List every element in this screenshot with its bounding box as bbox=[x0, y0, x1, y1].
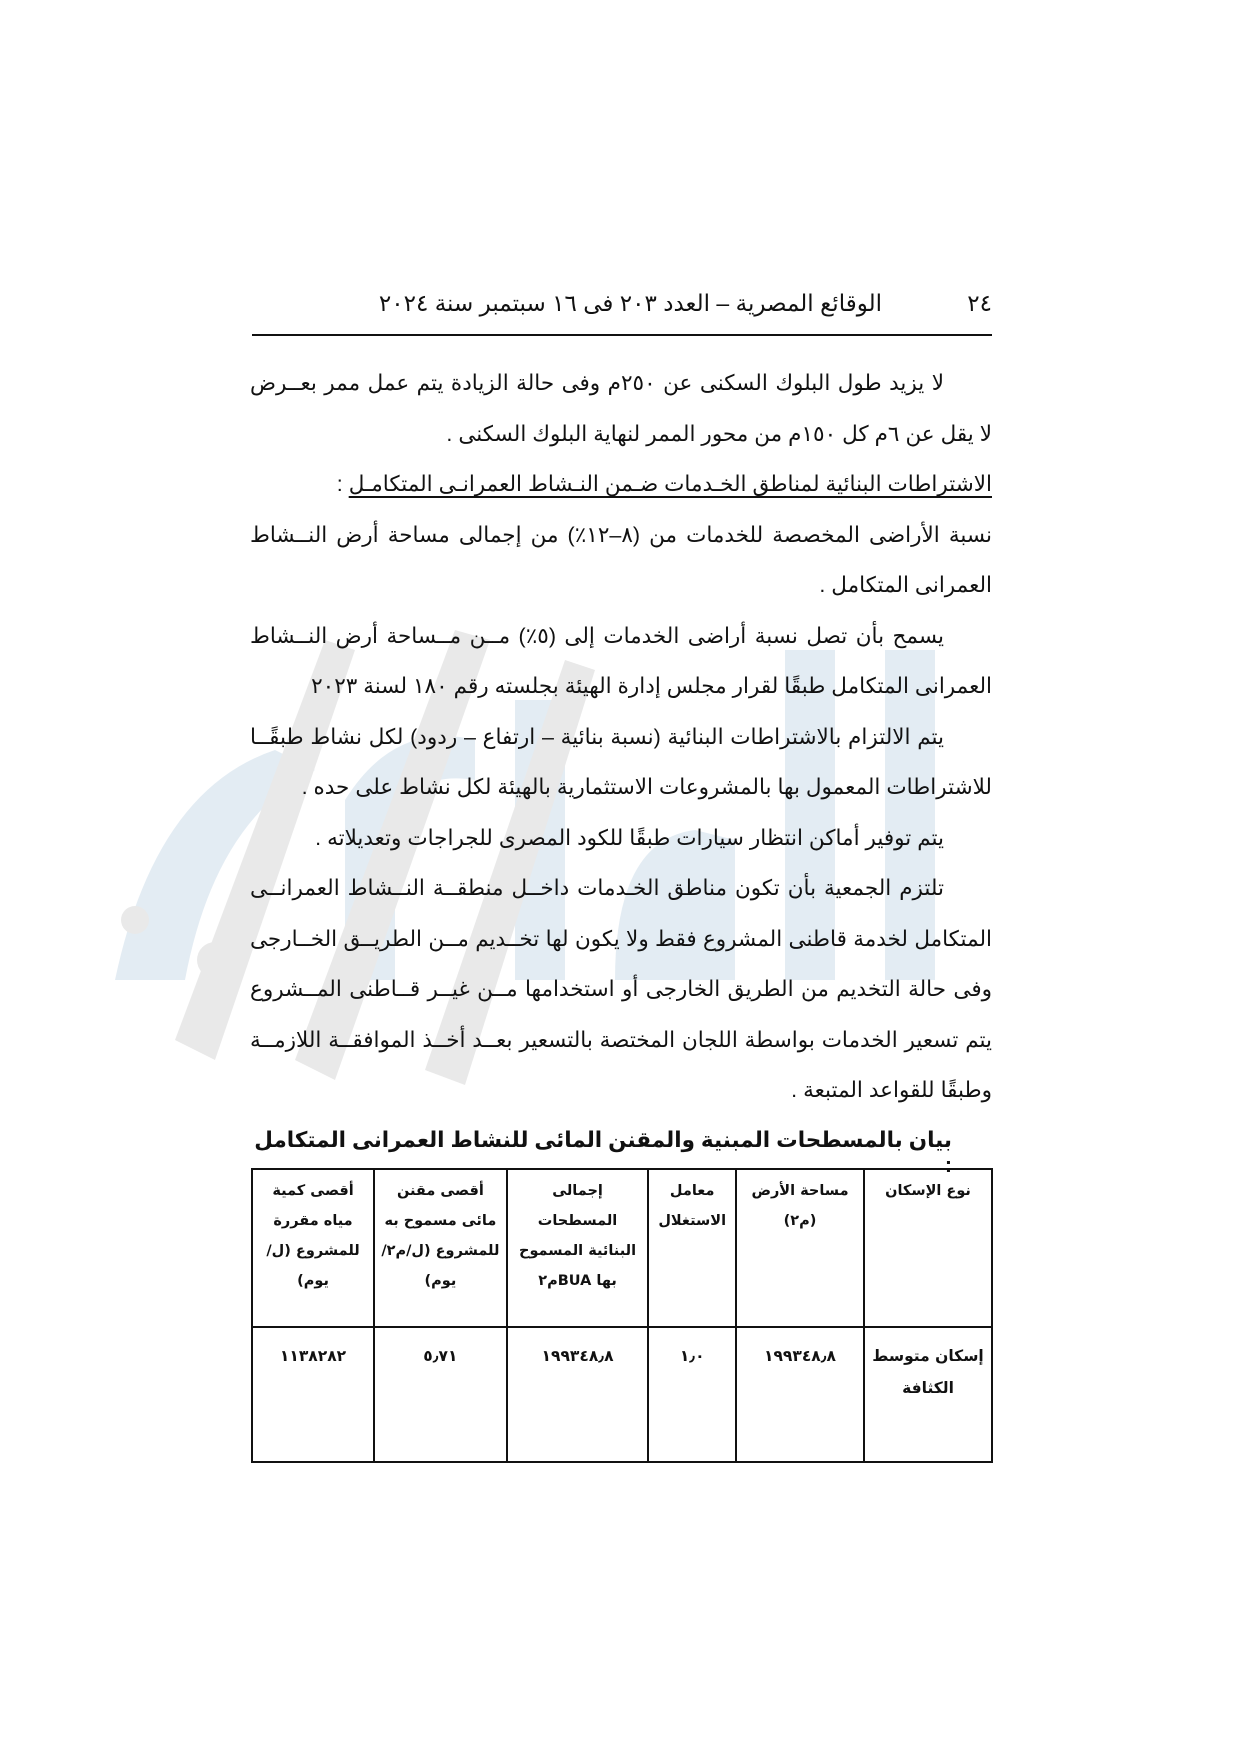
section-heading-text: الاشتراطات البنائية لمناطق الخـدمات ضـمن النـشاط العمرانـى المتكامـل bbox=[348, 472, 992, 496]
section-heading-colon: : bbox=[336, 472, 349, 496]
body-text bbox=[250, 358, 992, 1116]
cell-utilization-factor: ١٫٠ bbox=[648, 1327, 736, 1462]
paragraph-line: نسبة الأراضى المخصصة للخدمات من (٨–١٢٪) من إجمالى مساحة أرض النــشاط bbox=[250, 522, 992, 547]
paragraph-line: المتكامل لخدمة قاطنى المشروع فقط ولا يكون لها تخــديم مــن الطريــق الخــارجى bbox=[250, 926, 992, 951]
cell-total-bua: ١٩٩٣٤٨٫٨ bbox=[507, 1327, 649, 1462]
housing-water-table bbox=[251, 1168, 993, 1463]
paragraph-line: للاشتراطات المعمول بها بالمشروعات الاستثمارية بالهيئة لكل نشاط على حده . bbox=[301, 775, 992, 799]
paragraph-line: لا يقل عن ٦م كل ١٥٠م من محور الممر لنهاية البلوك السكنى . bbox=[446, 421, 992, 446]
page-header bbox=[252, 278, 992, 336]
header-utilization-factor: معامل الاستغلال bbox=[648, 1169, 736, 1327]
header-housing-type: نوع الإسكان bbox=[864, 1169, 992, 1327]
paragraph-line: تلتزم الجمعية بأن تكون مناطق الخـدمات داخــل منطقــة النــشاط العمرانــى bbox=[250, 876, 944, 900]
table-header-row bbox=[252, 1169, 992, 1327]
paragraph-line: العمرانى المتكامل طبقًا لقرار مجلس إدارة الهيئة بجلسته رقم ١٨٠ لسنة ٢٠٢٣ bbox=[311, 674, 992, 698]
paragraph-line: لا يزيد طول البلوك السكنى عن ٢٥٠م وفى حالة الزيادة يتم عمل ممر بعــرض bbox=[250, 371, 944, 395]
header-max-water: أقصى كمية مياه مقررة للمشروع (ل/يوم) bbox=[252, 1169, 374, 1327]
cell-max-water: ١١٣٨٢٨٢ bbox=[252, 1327, 374, 1462]
paragraph-line: يتم الالتزام بالاشتراطات البنائية (نسبة بنائية – ارتفاع – ردود) لكل نشاط طبقًــا bbox=[250, 724, 944, 749]
gazette-title: الوقائع المصرية – العدد ٢٠٣ فى ١٦ سبتمبر سنة ٢٠٢٤ bbox=[378, 290, 882, 316]
section-heading bbox=[250, 459, 992, 510]
page-number: ٢٤ bbox=[967, 290, 992, 316]
paragraph-line: العمرانى المتكامل . bbox=[819, 573, 992, 597]
cell-water-allowance: ٥٫٧١ bbox=[374, 1327, 507, 1462]
header-water-allowance: أقصى مقنن مائى مسموح به للمشروع (ل/م٢/يوم) bbox=[374, 1169, 507, 1327]
table-row bbox=[252, 1327, 992, 1462]
table-title: بيان بالمسطحات المبنية والمقنن المائى للنشاط العمرانى المتكامل : bbox=[254, 1128, 952, 1177]
header-total-bua: إجمالى المسطحات البنائية المسموح بها BUAم٢ bbox=[507, 1169, 649, 1327]
paragraph-line: وفى حالة التخديم من الطريق الخارجى أو استخدامها مــن غيــر قــاطنى المــشروع bbox=[250, 977, 992, 1001]
paragraph-line: يسمح بأن تصل نسبة أراضى الخدمات إلى (٥٪) مــن مــساحة أرض النــشاط bbox=[250, 623, 944, 648]
cell-land-area: ١٩٩٣٤٨٫٨ bbox=[736, 1327, 864, 1462]
paragraph-line: يتم توفير أماكن انتظار سيارات طبقًا للكود المصرى للجراجات وتعديلاته . bbox=[315, 825, 944, 850]
header-land-area: مساحة الأرض (م٢) bbox=[736, 1169, 864, 1327]
cell-housing-type: إسكان متوسط الكثافة bbox=[864, 1327, 992, 1462]
paragraph-line: وطبقًا للقواعد المتبعة . bbox=[791, 1078, 992, 1102]
paragraph-line: يتم تسعير الخدمات بواسطة اللجان المختصة بالتسعير بعــد أخــذ الموافقــة اللازمــة bbox=[250, 1027, 992, 1052]
